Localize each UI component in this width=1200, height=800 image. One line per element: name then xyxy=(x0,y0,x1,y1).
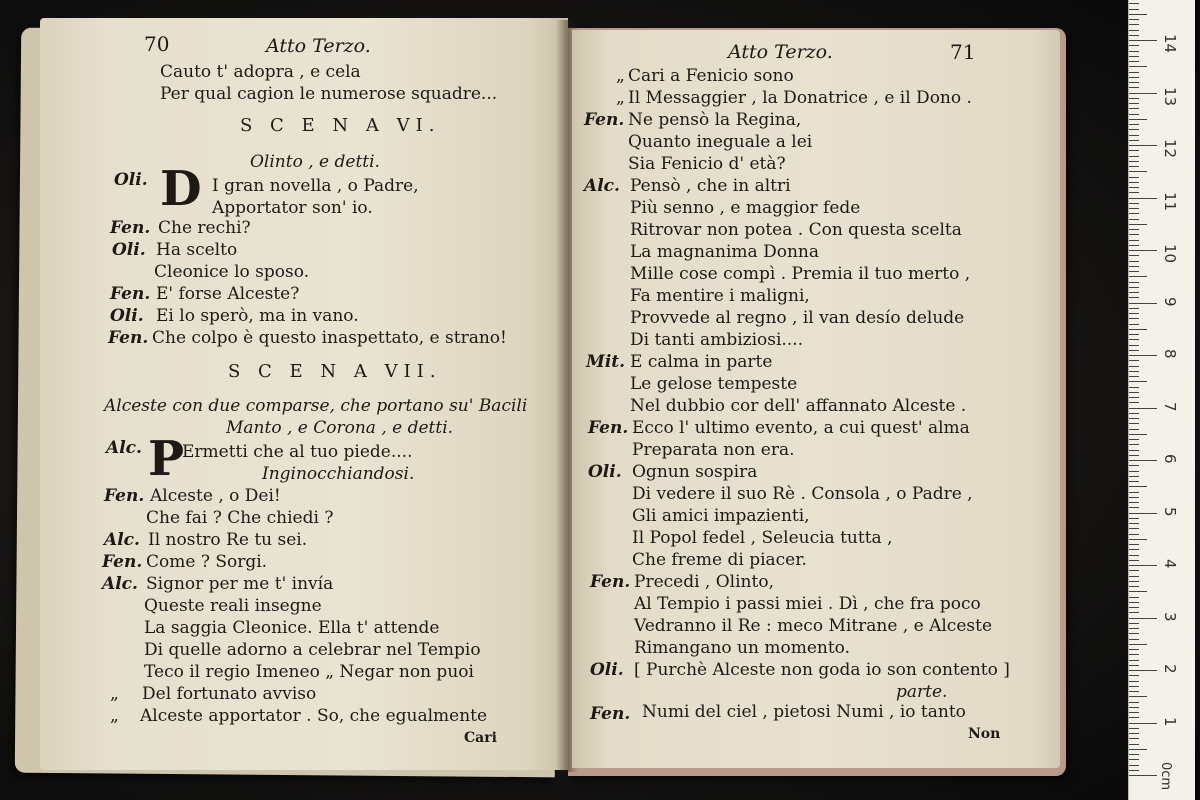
ruler-tick xyxy=(1129,602,1139,603)
speaker-label: Fen. xyxy=(584,110,625,130)
text-line: Ognun sospira xyxy=(632,462,758,482)
ruler-tick xyxy=(1129,429,1139,430)
ruler-number: 5 xyxy=(1161,506,1179,517)
ruler-tick xyxy=(1129,287,1139,288)
ruler-tick xyxy=(1129,166,1139,167)
ruler-tick xyxy=(1129,240,1139,241)
ruler-tick xyxy=(1129,82,1139,83)
ruler-tick xyxy=(1129,156,1139,157)
ruler-tick xyxy=(1129,376,1139,377)
speaker-label: Alc. xyxy=(102,574,138,594)
ruler-tick xyxy=(1129,492,1139,493)
ruler-tick xyxy=(1129,329,1147,330)
ruler-tick xyxy=(1129,476,1139,477)
text-line: Fa mentire i maligni, xyxy=(630,286,810,306)
ruler-tick xyxy=(1129,381,1147,382)
ruler-tick xyxy=(1129,150,1139,151)
ruler-tick xyxy=(1129,224,1147,225)
running-head: Atto Terzo. xyxy=(728,41,833,63)
speaker-label: Alc. xyxy=(106,438,142,458)
speaker-label: Fen. xyxy=(110,218,151,238)
text-line: Ei lo sperò, ma in vano. xyxy=(156,306,359,326)
ruler-tick xyxy=(1129,570,1139,571)
ruler-tick xyxy=(1129,360,1139,361)
text-line: Quanto ineguale a lei xyxy=(628,132,813,152)
text-line: Precedi , Olinto, xyxy=(634,572,774,592)
ruler-tick xyxy=(1129,633,1139,634)
ruler-tick xyxy=(1129,250,1157,251)
speaker-label: Oli. xyxy=(590,660,624,680)
text-line: Il Popol fedel , Seleucia tutta , xyxy=(632,528,893,548)
ruler-tick xyxy=(1129,255,1139,256)
speaker-label: Fen. xyxy=(590,572,631,592)
ruler-tick xyxy=(1129,397,1139,398)
ruler-tick xyxy=(1129,644,1147,645)
ruler-number: 4 xyxy=(1161,559,1179,569)
ruler-tick xyxy=(1129,639,1139,640)
ruler-tick xyxy=(1129,513,1157,514)
ruler-tick xyxy=(1129,591,1147,592)
drop-cap: P xyxy=(148,431,185,487)
text-line: Di quelle adorno a celebrar nel Tempio xyxy=(144,640,481,660)
text-line: Come ? Sorgi. xyxy=(146,552,268,572)
ruler-number: 1 xyxy=(1161,716,1179,727)
text-line: Al Tempio i passi miei . Dì , che fra poco xyxy=(634,594,981,614)
speaker-label: Oli. xyxy=(114,170,148,190)
ruler-tick xyxy=(1129,733,1139,734)
ruler-tick xyxy=(1129,702,1139,703)
speaker-label: Alc. xyxy=(584,176,620,196)
ruler-tick xyxy=(1129,418,1139,419)
ruler-tick xyxy=(1129,213,1139,214)
ruler-number: 6 xyxy=(1161,454,1179,464)
ruler-tick xyxy=(1129,539,1147,540)
ruler-tick xyxy=(1129,523,1139,524)
ruler-tick xyxy=(1129,534,1139,535)
stage-direction: Manto , e Corona , e detti. xyxy=(226,418,454,438)
ruler-tick xyxy=(1129,93,1157,94)
catchword: Non xyxy=(968,726,1001,742)
ruler-tick xyxy=(1129,30,1139,31)
ruler-tick xyxy=(1129,707,1139,708)
text-line: Di vedere il suo Rè . Consola , o Padre , xyxy=(632,484,973,504)
ruler-tick xyxy=(1129,618,1157,619)
text-line: Pensò , che in altri xyxy=(630,176,791,196)
ruler-tick xyxy=(1129,135,1139,136)
ruler-tick xyxy=(1129,114,1139,115)
ruler-tick xyxy=(1129,14,1147,15)
ruler-tick xyxy=(1129,460,1157,461)
ruler-tick xyxy=(1129,292,1139,293)
ruler-number: 13 xyxy=(1161,86,1179,106)
text-line: Il Messaggier , la Donatrice , e il Dono . xyxy=(628,88,972,108)
ruler-tick xyxy=(1129,108,1139,109)
ruler-tick xyxy=(1129,738,1139,739)
text-line: Teco il regio Imeneo „ Negar non puoi xyxy=(144,662,474,682)
ruler-tick xyxy=(1129,177,1139,178)
ruler-tick xyxy=(1129,313,1139,314)
ruler-tick xyxy=(1129,486,1147,487)
quote-mark: „ xyxy=(110,706,119,726)
speaker-label: Fen. xyxy=(104,486,145,506)
ruler-tick xyxy=(1129,560,1139,561)
ruler-tick xyxy=(1129,308,1139,309)
text-line: La magnanima Donna xyxy=(630,242,819,262)
ruler-tick xyxy=(1129,124,1139,125)
ruler-tick xyxy=(1129,612,1139,613)
text-line: Le gelose tempeste xyxy=(630,374,798,394)
text-line: Alceste apportator . So, che egualmente xyxy=(140,706,488,726)
ruler-tick xyxy=(1129,234,1139,235)
ruler-tick xyxy=(1129,245,1139,246)
text-line: Numi del ciel , pietosi Numi , io tanto xyxy=(642,702,966,722)
ruler-tick xyxy=(1129,402,1139,403)
text-line: Signor per me t' invía xyxy=(146,574,334,594)
stage-direction: Olinto , e detti. xyxy=(250,152,380,172)
ruler-tick xyxy=(1129,318,1139,319)
text-line: Che rechi? xyxy=(158,218,251,238)
scene-heading: S C E N A VII. xyxy=(228,361,442,382)
speaker-label: Mit. xyxy=(586,352,626,372)
text-line: Che freme di piacer. xyxy=(632,550,807,570)
ruler-tick xyxy=(1129,670,1157,671)
ruler-tick xyxy=(1129,717,1139,718)
ruler-tick xyxy=(1129,219,1139,220)
ruler-tick xyxy=(1129,40,1157,41)
text-line: E calma in parte xyxy=(630,352,773,372)
catchword: Cari xyxy=(464,730,497,746)
text-line: Che fai ? Che chiedi ? xyxy=(146,508,334,528)
speaker-label: Oli. xyxy=(588,462,622,482)
ruler-number: 3 xyxy=(1161,611,1179,622)
page-number: 71 xyxy=(950,40,976,64)
ruler-tick xyxy=(1129,586,1139,587)
text-line: Preparata non era. xyxy=(632,440,795,460)
measuring-ruler xyxy=(1128,0,1195,800)
text-line: Cari a Fenicio sono xyxy=(628,66,794,86)
ruler-tick xyxy=(1129,98,1139,99)
text-line: Più senno , e maggior fede xyxy=(630,198,861,218)
ruler-tick xyxy=(1129,129,1139,130)
text-line: I gran novella , o Padre, xyxy=(212,176,419,196)
ruler-tick xyxy=(1129,350,1139,351)
ruler-tick xyxy=(1129,723,1157,724)
ruler-tick xyxy=(1129,140,1139,141)
quote-mark: „ xyxy=(616,88,625,108)
ruler-tick xyxy=(1129,712,1139,713)
speaker-label: Fen. xyxy=(588,418,629,438)
ruler-tick xyxy=(1129,324,1139,325)
ruler-tick xyxy=(1129,297,1139,298)
text-line: Per qual cagion le numerose squadre... xyxy=(160,84,498,104)
ruler-tick xyxy=(1129,72,1139,73)
page-number: 70 xyxy=(144,32,170,56)
speaker-label: Oli. xyxy=(112,240,146,260)
text-line: Cauto t' adopra , e cela xyxy=(160,62,361,82)
ruler-tick xyxy=(1129,345,1139,346)
ruler-tick xyxy=(1129,465,1139,466)
text-line: Provvede al regno , il van desío delude xyxy=(630,308,965,328)
text-line: Vedranno il Re : meco Mitrane , e Alceste xyxy=(634,616,993,636)
ruler-tick xyxy=(1129,528,1139,529)
speaker-label: Fen. xyxy=(590,704,631,724)
ruler-tick xyxy=(1129,271,1139,272)
ruler-tick xyxy=(1129,649,1139,650)
text-line: Cleonice lo sposo. xyxy=(154,262,310,282)
text-line: Ecco l' ultimo evento, a cui quest' alma xyxy=(632,418,970,438)
ruler-tick xyxy=(1129,502,1139,503)
text-line: Alceste , o Dei! xyxy=(150,486,281,506)
text-line: Apportator son' io. xyxy=(212,198,373,218)
ruler-tick xyxy=(1129,565,1157,566)
ruler-tick xyxy=(1129,607,1139,608)
ruler-tick xyxy=(1129,9,1139,10)
drop-cap: D xyxy=(160,161,202,217)
ruler-tick xyxy=(1129,266,1139,267)
ruler-tick xyxy=(1129,282,1139,283)
speaker-label: Fen. xyxy=(110,284,151,304)
ruler-tick xyxy=(1129,439,1139,440)
running-head: Atto Terzo. xyxy=(266,35,371,57)
ruler-number: 9 xyxy=(1161,296,1179,307)
text-line: Ne pensò la Regina, xyxy=(628,110,802,130)
ruler-tick xyxy=(1129,387,1139,388)
ruler-tick xyxy=(1129,161,1139,162)
ruler-tick xyxy=(1129,423,1139,424)
ruler-tick xyxy=(1129,366,1139,367)
stage-direction: Inginocchiandosi. xyxy=(262,464,415,484)
ruler-tick xyxy=(1129,392,1139,393)
ruler-tick xyxy=(1129,51,1139,52)
speaker-label: Fen. xyxy=(102,552,143,572)
ruler-tick xyxy=(1129,103,1139,104)
ruler-tick xyxy=(1129,765,1139,766)
ruler-tick xyxy=(1129,24,1139,25)
text-line: Ha scelto xyxy=(156,240,238,260)
left-page xyxy=(40,18,568,770)
stage-direction: Alceste con due comparse, che portano su' Bacili xyxy=(104,396,528,416)
ruler-tick xyxy=(1129,87,1139,88)
text-line: E' forse Alceste? xyxy=(156,284,300,304)
text-line: La saggia Cleonice. Ella t' attende xyxy=(144,618,440,638)
ruler-tick xyxy=(1129,681,1139,682)
text-line: Di tanti ambiziosi.... xyxy=(630,330,804,350)
ruler-tick xyxy=(1129,518,1139,519)
ruler-tick xyxy=(1129,371,1139,372)
ruler-tick xyxy=(1129,203,1139,204)
ruler-tick xyxy=(1129,628,1139,629)
ruler-tick xyxy=(1129,208,1139,209)
ruler-tick xyxy=(1129,597,1139,598)
ruler-tick xyxy=(1129,145,1157,146)
ruler-tick xyxy=(1129,660,1139,661)
ruler-number: 10 xyxy=(1161,244,1179,264)
ruler-tick xyxy=(1129,555,1139,556)
ruler-tick xyxy=(1129,728,1139,729)
ruler-tick xyxy=(1129,171,1147,172)
ruler-tick xyxy=(1129,334,1139,335)
ruler-tick xyxy=(1129,481,1139,482)
ruler-tick xyxy=(1129,754,1139,755)
ruler-tick xyxy=(1129,77,1139,78)
ruler-tick xyxy=(1129,229,1139,230)
ruler-tick xyxy=(1129,182,1139,183)
ruler-tick xyxy=(1129,770,1139,771)
ruler-tick xyxy=(1129,339,1139,340)
ruler-tick xyxy=(1129,455,1139,456)
ruler-tick xyxy=(1129,261,1139,262)
ruler-tick xyxy=(1129,759,1139,760)
ruler-tick xyxy=(1129,576,1139,577)
ruler-number: 11 xyxy=(1161,191,1179,211)
ruler-tick xyxy=(1129,198,1157,199)
ruler-tick xyxy=(1129,434,1147,435)
ruler-tick xyxy=(1129,450,1139,451)
ruler-tick xyxy=(1129,675,1139,676)
ruler-tick xyxy=(1129,276,1147,277)
ruler-tick xyxy=(1129,471,1139,472)
quote-mark: „ xyxy=(616,66,625,86)
text-line: Sia Fenicio d' età? xyxy=(628,154,786,174)
ruler-tick xyxy=(1129,45,1139,46)
ruler-number: 14 xyxy=(1161,34,1179,54)
text-line: Nel dubbio cor dell' affannato Alceste . xyxy=(630,396,967,416)
ruler-tick xyxy=(1129,192,1139,193)
ruler-tick xyxy=(1129,66,1147,67)
speaker-label: Oli. xyxy=(110,306,144,326)
ruler-tick xyxy=(1129,56,1139,57)
text-line: Ritrovar non potea . Con questa scelta xyxy=(630,220,962,240)
ruler-tick xyxy=(1129,3,1139,4)
ruler-tick xyxy=(1129,665,1139,666)
ruler-tick xyxy=(1129,696,1147,697)
ruler-tick xyxy=(1129,549,1139,550)
text-line: Queste reali insegne xyxy=(144,596,322,616)
text-line: Gli amici impazienti, xyxy=(632,506,810,526)
ruler-tick xyxy=(1129,444,1139,445)
ruler-tick xyxy=(1129,686,1139,687)
ruler-tick xyxy=(1129,119,1147,120)
text-line: Che colpo è questo inaspettato, e strano! xyxy=(152,328,507,348)
ruler-tick xyxy=(1129,187,1139,188)
stage-direction: parte. xyxy=(896,682,948,702)
ruler-number: 8 xyxy=(1161,349,1179,359)
ruler-tick xyxy=(1129,497,1139,498)
text-line: Mille cose compì . Premia il tuo merto , xyxy=(630,264,971,284)
text-line: [ Purchè Alceste non goda io son contento ] xyxy=(634,660,1010,680)
ruler-tick xyxy=(1129,408,1157,409)
ruler-tick xyxy=(1129,775,1157,776)
ruler-tick xyxy=(1129,691,1139,692)
text-line: Ermetti che al tuo piede.... xyxy=(182,442,413,462)
ruler-tick xyxy=(1129,19,1139,20)
right-page xyxy=(572,30,1060,768)
quote-mark: „ xyxy=(110,684,119,704)
ruler-tick xyxy=(1129,744,1139,745)
ruler-number: 7 xyxy=(1161,401,1179,412)
ruler-tick xyxy=(1129,581,1139,582)
ruler-tick xyxy=(1129,507,1139,508)
ruler-tick xyxy=(1129,355,1157,356)
ruler-tick xyxy=(1129,749,1147,750)
ruler-tick xyxy=(1129,35,1139,36)
ruler-number: 12 xyxy=(1161,139,1179,159)
speaker-label: Alc. xyxy=(104,530,140,550)
ruler-tick xyxy=(1129,413,1139,414)
ruler-number: 2 xyxy=(1161,664,1179,674)
text-line: Il nostro Re tu sei. xyxy=(148,530,308,550)
speaker-label: Fen. xyxy=(108,328,149,348)
ruler-unit-label: 0cm xyxy=(1158,762,1173,791)
ruler-tick xyxy=(1129,623,1139,624)
ruler-tick xyxy=(1129,61,1139,62)
scene-heading: S C E N A VI. xyxy=(240,115,441,136)
ruler-tick xyxy=(1129,654,1139,655)
ruler-tick xyxy=(1129,303,1157,304)
ruler-tick xyxy=(1129,544,1139,545)
text-line: Del fortunato avviso xyxy=(142,684,317,704)
text-line: Rimangano un momento. xyxy=(634,638,851,658)
